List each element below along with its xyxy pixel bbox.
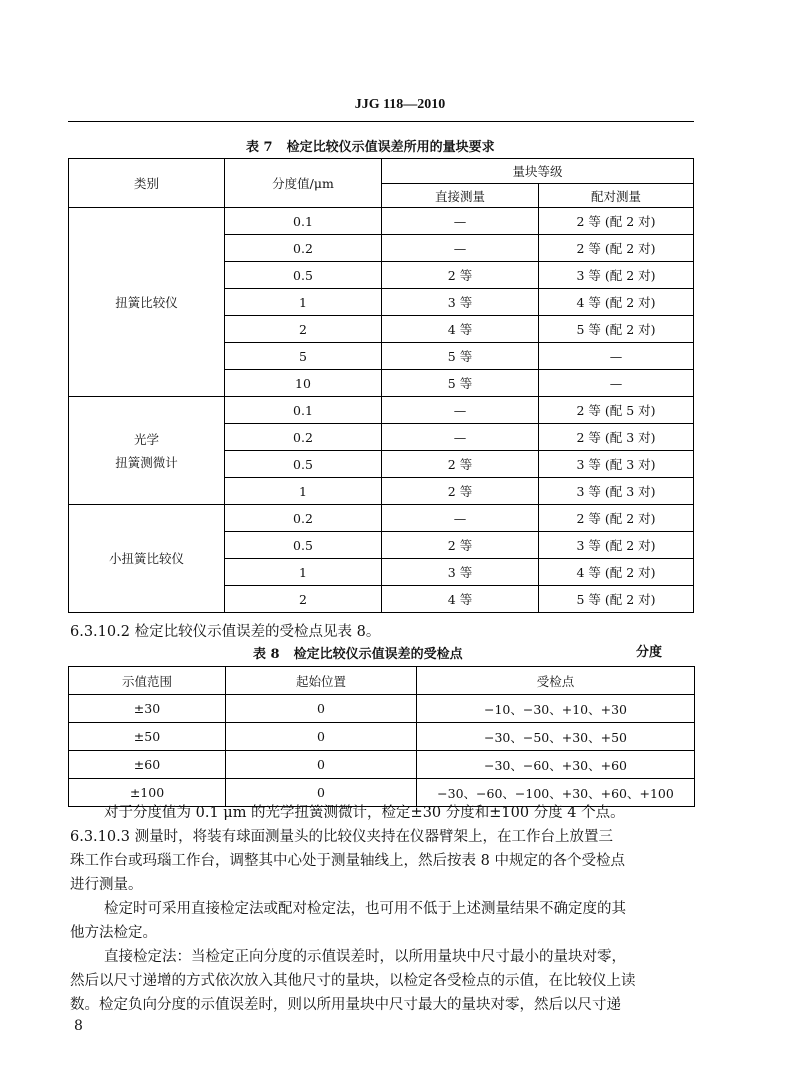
table8-points-cell: −30、−60、−100、+30、+60、+100 <box>417 779 695 807</box>
table7-paired-cell: — <box>539 343 694 370</box>
table8-start-cell: 0 <box>226 779 417 807</box>
table8-range-cell: ±30 <box>69 695 226 723</box>
paragraph-line-6: 他方法检定。 <box>70 925 157 941</box>
table7-header-grade: 量块等级 <box>382 159 694 184</box>
table7-category-cell <box>69 397 225 505</box>
table7-division-cell: 2 <box>225 316 382 343</box>
table7-division-cell: 5 <box>225 343 382 370</box>
table7-paired-cell: 5 等 (配 2 对) <box>539 316 694 343</box>
table7-division-cell: 0.1 <box>225 397 382 424</box>
category-name-line: 光学 <box>133 431 159 447</box>
table7-direct-cell: 2 等 <box>382 478 539 505</box>
table7-direct-cell: — <box>382 397 539 424</box>
table8-header-points: 受检点 <box>417 667 695 695</box>
category-name-line: 扭簧测微计 <box>115 454 178 470</box>
table7-direct-cell: 4 等 <box>382 316 539 343</box>
table7-direct-cell: 5 等 <box>382 343 539 370</box>
table7-direct-cell: — <box>382 208 539 235</box>
table7-paired-cell: 4 等 (配 2 对) <box>539 559 694 586</box>
table7-division-cell: 1 <box>225 289 382 316</box>
table8-start-cell: 0 <box>226 695 417 723</box>
table8-unit: 分度 <box>636 645 663 660</box>
table7 <box>68 158 694 613</box>
table7-division-cell: 0.1 <box>225 208 382 235</box>
table8-title: 检定比较仪示值误差的受检点 <box>293 647 463 662</box>
table7-row <box>69 208 694 235</box>
table7-division-cell: 2 <box>225 586 382 613</box>
table8-start-cell: 0 <box>226 723 417 751</box>
table7-paired-cell: 5 等 (配 2 对) <box>539 586 694 613</box>
table7-category-cell <box>69 505 225 613</box>
paragraph-line-3: 珠工作台或玛瑙工作台，调整其中心处于测量轴线上，然后按表 8 中规定的各个受检点 <box>70 853 625 869</box>
page-header: JJG 118—2010 <box>354 97 446 112</box>
paragraph-line-9: 数。检定负向分度的示值误差时，则以所用量块中尺寸最大的量块对零，然后以尺寸递 <box>70 997 621 1013</box>
table8-caption <box>253 643 463 662</box>
table8-points-cell: −10、−30、+10、+30 <box>417 695 695 723</box>
table7-title: 检定比较仪示值误差所用的量块要求 <box>286 140 495 155</box>
table7-direct-cell: 2 等 <box>382 262 539 289</box>
paragraph-line-2: 6.3.10.3 测量时，将装有球面测量头的比较仪夹持在仪器臂架上，在工作台上放置三 <box>70 829 614 845</box>
paragraph-line-5: 检定时可采用直接检定法或配对检定法，也可用不低于上述测量结果不确定度的其 <box>104 901 626 917</box>
table7-number: 表 7 <box>246 140 273 155</box>
table7-direct-cell: 2 等 <box>382 532 539 559</box>
table7-division-cell: 0.5 <box>225 532 382 559</box>
table8-header-start: 起始位置 <box>226 667 417 695</box>
table7-division-cell: 1 <box>225 478 382 505</box>
table7-paired-cell: 3 等 (配 3 对) <box>539 478 694 505</box>
table7-paired-cell: 2 等 (配 2 对) <box>539 235 694 262</box>
table7-header-paired: 配对测量 <box>539 184 694 208</box>
table7-division-cell: 0.5 <box>225 262 382 289</box>
paragraph-line-4: 进行测量。 <box>70 877 143 893</box>
table7-division-cell: 0.2 <box>225 424 382 451</box>
table7-row <box>69 505 694 532</box>
table7-division-cell: 0.5 <box>225 451 382 478</box>
table8-range-cell: ±100 <box>69 779 226 807</box>
table8-points-cell: −30、−50、+30、+50 <box>417 723 695 751</box>
table7-direct-cell: — <box>382 424 539 451</box>
table7-direct-cell: 2 等 <box>382 451 539 478</box>
table7-division-cell: 0.2 <box>225 505 382 532</box>
table8-points-cell: −30、−60、+30、+60 <box>417 751 695 779</box>
table7-row <box>69 397 694 424</box>
table8-header-range: 示值范围 <box>69 667 226 695</box>
table8 <box>68 666 695 807</box>
table7-division-cell: 10 <box>225 370 382 397</box>
paragraph-line-8: 然后以尺寸递增的方式依次放入其他尺寸的量块，以检定各受检点的示值，在比较仪上读 <box>70 973 636 989</box>
table7-paired-cell: 2 等 (配 3 对) <box>539 424 694 451</box>
table7-paired-cell: 2 等 (配 5 对) <box>539 397 694 424</box>
table7-paired-cell: 3 等 (配 2 对) <box>539 532 694 559</box>
section-6-3-10-2: 6.3.10.2 检定比较仪示值误差的受检点见表 8。 <box>70 624 381 640</box>
table8-range-cell: ±50 <box>69 723 226 751</box>
table7-paired-cell: 2 等 (配 2 对) <box>539 505 694 532</box>
table7-division-cell: 0.2 <box>225 235 382 262</box>
page-number: 8 <box>74 1018 83 1034</box>
header-rule <box>68 121 694 122</box>
table7-paired-cell: 3 等 (配 3 对) <box>539 451 694 478</box>
table7-header-category: 类别 <box>69 159 225 208</box>
category-name-line: 小扭簧比较仪 <box>108 551 184 566</box>
table8-row <box>69 695 695 723</box>
table8-row <box>69 751 695 779</box>
table7-direct-cell: 3 等 <box>382 289 539 316</box>
table7-paired-cell: — <box>539 370 694 397</box>
table7-category-cell <box>69 208 225 397</box>
table7-paired-cell: 4 等 (配 2 对) <box>539 289 694 316</box>
table7-direct-cell: — <box>382 235 539 262</box>
table7-paired-cell: 2 等 (配 2 对) <box>539 208 694 235</box>
table8-number: 表 8 <box>253 647 280 662</box>
table7-division-cell: 1 <box>225 559 382 586</box>
paragraph-line-1: 对于分度值为 0.1 μm 的光学扭簧测微计，检定±30 分度和±100 分度 4 个点。 <box>104 805 625 821</box>
table7-direct-cell: 5 等 <box>382 370 539 397</box>
table7-paired-cell: 3 等 (配 2 对) <box>539 262 694 289</box>
paragraph-line-7: 直接检定法：当检定正向分度的示值误差时，以所用量块中尺寸最小的量块对零， <box>104 949 626 965</box>
table7-caption <box>246 136 495 155</box>
table7-direct-cell: 4 等 <box>382 586 539 613</box>
table7-direct-cell: 3 等 <box>382 559 539 586</box>
table7-header-direct: 直接测量 <box>382 184 539 208</box>
table7-header-division: 分度值/μm <box>225 159 382 208</box>
category-name-line: 扭簧比较仪 <box>115 294 178 310</box>
table7-direct-cell: — <box>382 505 539 532</box>
table8-range-cell: ±60 <box>69 751 226 779</box>
table8-row <box>69 723 695 751</box>
table8-start-cell: 0 <box>226 751 417 779</box>
